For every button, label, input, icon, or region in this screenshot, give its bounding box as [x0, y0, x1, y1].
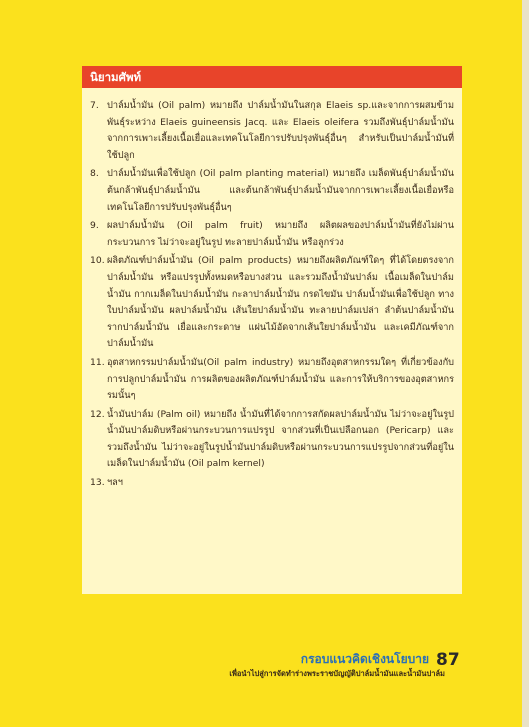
item-number: 11.: [90, 356, 105, 368]
definitions-list: [90, 98, 454, 494]
item-text: ปาล์มน้ำมัน (Oil palm) หมายถึง ปาล์มน้ำมันในสกุล Elaeis sp.และจากการผสมข้ามพันธุ์ระหว่าง Elaeis guineensis Jacq. และ Elaeis oleifera รวมถึงพันธุ์ปาล์มน้ำมันจากการเพาะเลี้ยงเนื้อเยื่อและเทคโนโลยีการปรับปรุงพันธุ์อื่นๆ สำหรับเป็นปาล์มน้ำมันที่ใช้ปลูก: [107, 100, 454, 161]
list-item: [90, 475, 454, 492]
item-text: ผลิตภัณฑ์ปาล์มน้ำมัน (Oil palm products) หมายถึงผลิตภัณฑ์ใดๆ ที่ได้โดยตรงจากปาล์มน้ำมัน หรือแปรรูปทั้งหมดหรือบางส่วน และรวมถึงน้ำมันปาล์ม เนื้อเมล็ดในปาล์มน้ำมัน กากเมล็ดในปาล์มน้ำมัน กะลาปาล์มน้ำมัน กรดไขมัน ปาล์มน้ำมันเพื่อใช้ปลูก ทางใบปาล์มน้ำมัน ผลปาล์มน้ำมัน เส้นใยปาล์มน้ำมัน ทะลายปาล์มเปล่า ลำต้นปาล์มน้ำมัน รากปาล์มน้ำมัน เยื่อและกระดาษ แผ่นไม้อัดจากเส้นใยปาล์มน้ำมัน และเคมีภัณฑ์จากปาล์มน้ำมัน: [107, 255, 454, 350]
item-text: ปาล์มน้ำมันเพื่อใช้ปลูก (Oil palm planting material) หมายถึง เมล็ดพันธุ์ปาล์มน้ำมัน ต้นกล้าพันธุ์ปาล์มน้ำมัน และต้นกล้าพันธุ์ปาล์มน้ำมันจากการเพาะเลี้ยงเนื้อเยื่อหรือเทคโนโลยีการปรับปรุงพันธุ์อื่นๆ: [107, 168, 454, 213]
footer-title: กรอบแนวคิดเชิงนโยบาย: [300, 652, 429, 666]
item-number: 9.: [90, 220, 99, 232]
list-item: [90, 98, 454, 164]
item-number: 8.: [90, 168, 99, 180]
definitions-card: [82, 66, 462, 594]
list-item: [90, 355, 454, 405]
item-number: 12.: [90, 408, 105, 420]
section-header: นิยามศัพท์: [82, 66, 462, 88]
page-number: 87: [436, 650, 460, 670]
list-item: [90, 253, 454, 353]
item-text: อุตสาหกรรมปาล์มน้ำมัน(Oil palm industry) หมายถึงอุตสาหกรรมใดๆ ที่เกี่ยวข้องกับการปลูกปาล์มน้ำมัน การผลิตของผลิตภัณฑ์ปาล์มน้ำมัน และการให้บริการของอุตสาหกรรมนั้นๆ: [107, 356, 454, 402]
footer-subtitle: เพื่อนำไปสู่การจัดทำร่างพระราชบัญญัติปาล์มน้ำมันและน้ำมันปาล์ม: [229, 669, 445, 678]
item-number: 13.: [90, 477, 105, 489]
page-edge: [522, 0, 529, 727]
item-text: ฯลฯ: [107, 477, 123, 489]
list-item: [90, 166, 454, 216]
item-number: 7.: [90, 100, 99, 111]
item-text: น้ำมันปาล์ม (Palm oil) หมายถึง น้ำมันที่ได้จากการสกัดผลปาล์มน้ำมัน ไม่ว่าจะอยู่ในรูปน้ำมันปาล์มดิบหรือผ่านกระบวนการแปรรูป จากส่วนที่เป็นเปลือกนอก (Pericarp) และรวมถึงน้ำมัน ไม่ว่าจะอยู่ในรูปน้ำมันปาล์มดิบหรือผ่านกระบวนการแปรรูปจากส่วนที่อยู่ในเมล็ดในปาล์มน้ำมัน (Oil palm kernel): [107, 408, 454, 470]
item-number: 10.: [90, 255, 105, 267]
list-item: [90, 218, 454, 251]
list-item: [90, 407, 454, 473]
item-text: ผลปาล์มน้ำมัน (Oil palm fruit) หมายถึง ผลิตผลของปาล์มน้ำมันที่ยังไม่ผ่านกระบวนการ ไม่ว่าจะอยู่ในรูป ทะลายปาล์มน้ำมัน หรือลูกร่วง: [107, 220, 454, 248]
